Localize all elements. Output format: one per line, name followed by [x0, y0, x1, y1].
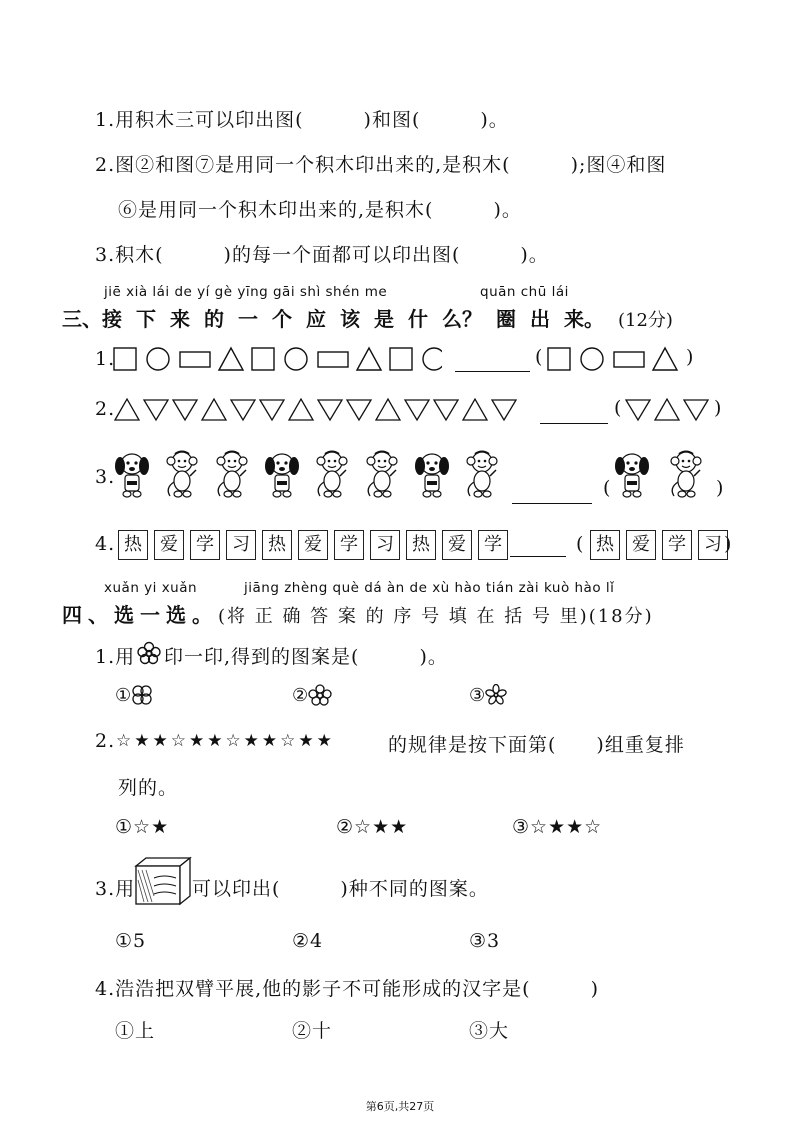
boxed-char: 爱: [626, 530, 656, 560]
title-char: 圈: [496, 307, 516, 331]
square-shape: [114, 348, 136, 370]
up-triangle-shape: [289, 399, 313, 420]
circle-shape: [581, 348, 603, 370]
boxed-char: 爱: [154, 530, 184, 560]
section4-q1-pre: 1.用: [95, 646, 136, 668]
monkey-icon: [671, 452, 701, 498]
down-triangle-shape: [684, 400, 708, 420]
down-triangle-shape: [260, 400, 284, 420]
boxed-char: 热: [590, 530, 620, 560]
boxed-char: 习: [226, 530, 256, 560]
answer-blank[interactable]: [540, 423, 608, 424]
section4-q1-option-1[interactable]: [115, 684, 153, 706]
section3-q3-num: 3.: [95, 466, 116, 488]
title-char: 该: [340, 307, 360, 331]
section4-title-row: [62, 599, 654, 628]
title-char: 出: [530, 307, 550, 331]
paren-close: ): [724, 533, 733, 555]
section3-pinyin-b: quān chū lái: [480, 284, 569, 300]
rect-shape: [318, 352, 348, 367]
section4-subtitle: (将 正 确 答 案 的 序 号 填 在 括 号 里)(18分): [218, 606, 654, 627]
rect-shape: [614, 352, 644, 367]
section4-title: 四、选一选。: [62, 603, 218, 627]
paren-close: ): [716, 477, 725, 499]
up-triangle-shape: [376, 399, 400, 420]
triangle-shape: [219, 348, 243, 370]
question-2-2a: 2.图②和图⑦是用同一个积木印出来的,是积木( );图④和图: [95, 154, 667, 176]
wooden-block-icon: [134, 856, 192, 906]
section4-q4-option-2[interactable]: ②十: [292, 1020, 333, 1042]
paren-close: ): [686, 346, 695, 368]
paren-open: (: [576, 533, 585, 555]
answer-blank[interactable]: [455, 371, 530, 372]
title-char: 是: [374, 307, 394, 331]
triangle-shape: [357, 348, 381, 370]
section3-q1-num: 1.: [95, 348, 116, 370]
square-shape: [252, 348, 274, 370]
section4-q2a: 的规律是按下面第( )组重复排: [388, 734, 685, 756]
dog-icon: [115, 454, 149, 497]
down-triangle-shape: [231, 400, 255, 420]
option-number: ②: [292, 684, 309, 706]
section4-q3-pre: 3.用: [95, 878, 136, 900]
title-char: 什: [408, 307, 428, 331]
circle-shape: [147, 348, 169, 370]
down-triangle-shape: [144, 400, 168, 420]
paren-open: (: [535, 346, 544, 368]
down-triangle-shape: [434, 400, 458, 420]
flower-stamp-icon: [136, 641, 162, 665]
paren-open: (: [603, 477, 612, 499]
section3-q2-num: 2.: [95, 398, 116, 420]
circle-shape: [423, 348, 442, 370]
boxed-char: 爱: [442, 530, 472, 560]
up-triangle-shape: [202, 399, 226, 420]
section4-q3-option-1[interactable]: ①5: [115, 930, 147, 952]
star-sequence: ☆★★☆★★☆★★☆★★: [116, 731, 335, 751]
monkey-icon: [217, 452, 247, 498]
section3-q3-sequence: [112, 448, 522, 506]
section3-pinyin-a: jiē xià lái de yí gè yīng gāi shì shén me: [104, 284, 388, 300]
flower-outline-icon: [308, 684, 332, 706]
paren-close: ): [714, 397, 723, 419]
up-triangle-shape: [655, 399, 679, 420]
title-char: 应: [306, 307, 326, 331]
boxed-char: 热: [406, 530, 436, 560]
down-triangle-shape: [173, 400, 197, 420]
up-triangle-shape: [463, 399, 487, 420]
section4-q2-num: 2.: [95, 730, 116, 752]
section3-q2-sequence: [114, 396, 534, 424]
section3-points: (12分): [618, 310, 673, 331]
boxed-char: 热: [262, 530, 292, 560]
dog-icon: [415, 454, 449, 497]
section4-pinyin-a: xuǎn yi xuǎn: [104, 580, 198, 596]
monkey-icon: [167, 452, 197, 498]
dog-icon: [615, 454, 649, 497]
boxed-char: 习: [370, 530, 400, 560]
monkey-icon: [367, 452, 397, 498]
section4-q4-option-1[interactable]: ①上: [115, 1020, 156, 1042]
petal-flower-icon: [485, 684, 507, 706]
boxed-char: 学: [662, 530, 692, 560]
section4-q1-post: 印一印,得到的图案是( )。: [164, 646, 448, 668]
section4-q2b: 列的。: [118, 777, 179, 799]
section3-q1-options[interactable]: [546, 344, 686, 374]
section4-pinyin-b: jiāng zhèng què dá àn de xù hào tián zài kuò hào lǐ: [244, 580, 615, 596]
section3-q3-options[interactable]: [612, 448, 720, 506]
title-char: 来。: [564, 307, 604, 331]
square-shape: [548, 348, 570, 370]
boxed-char: 学: [478, 530, 508, 560]
question-2-2b: ⑥是用同一个积木印出来的,是积木( )。: [118, 199, 522, 221]
section3-title: [62, 303, 673, 332]
section4-q2-option-3[interactable]: ③☆★★☆: [512, 816, 603, 838]
answer-blank[interactable]: [512, 503, 592, 504]
section4-q1-option-2[interactable]: [292, 684, 332, 706]
boxed-char: 习: [698, 530, 728, 560]
monkey-icon: [467, 452, 497, 498]
section3-q4-sequence: [118, 530, 514, 560]
title-char: 下: [136, 307, 156, 331]
circle-shape: [285, 348, 307, 370]
option-number: ③: [469, 684, 486, 706]
section3-q2-options[interactable]: [625, 396, 723, 424]
section4-q3-option-2[interactable]: ②4: [292, 930, 324, 952]
section4-q2-option-1[interactable]: ①☆★: [115, 816, 170, 838]
section4-q4-option-3[interactable]: ③大: [469, 1020, 510, 1042]
square-shape: [390, 348, 412, 370]
boxed-char: 学: [190, 530, 220, 560]
question-2-1: 1.用积木三可以印出图( )和图( )。: [95, 109, 509, 131]
section3-q4-num: 4.: [95, 533, 116, 555]
boxed-char: 热: [118, 530, 148, 560]
title-char: 一: [238, 307, 258, 331]
boxed-char: 学: [334, 530, 364, 560]
section3-q1-sequence: [112, 344, 442, 374]
boxed-char: 爱: [298, 530, 328, 560]
triangle-shape: [653, 348, 677, 370]
title-char: 个: [272, 307, 292, 331]
down-triangle-shape: [405, 400, 429, 420]
down-triangle-shape: [492, 400, 516, 420]
dog-icon: [265, 454, 299, 497]
section4-q2-option-2[interactable]: ②☆★★: [336, 816, 409, 838]
section4-q4: 4.浩浩把双臂平展,他的影子不可能形成的汉字是( ): [95, 978, 599, 1000]
title-char: 来: [170, 307, 190, 331]
four-circle-flower-icon: [131, 684, 153, 706]
paren-open: (: [614, 397, 623, 419]
title-char: 接: [102, 307, 122, 331]
section4-q1-option-3[interactable]: [469, 684, 507, 706]
monkey-icon: [317, 452, 347, 498]
page-footer: 第6页,共27页: [365, 1100, 435, 1113]
section3-title-prefix: 三、: [62, 307, 102, 331]
title-char: 的: [204, 307, 224, 331]
section4-q3-post: 可以印出( )种不同的图案。: [192, 878, 489, 900]
down-triangle-shape: [626, 400, 650, 420]
answer-blank[interactable]: [510, 556, 566, 557]
down-triangle-shape: [318, 400, 342, 420]
rect-shape: [180, 352, 210, 367]
down-triangle-shape: [347, 400, 371, 420]
question-2-3: 3.积木( )的每一个面都可以印出图( )。: [95, 244, 549, 266]
section3-title-chars: [102, 307, 618, 331]
section3-q4-options[interactable]: [590, 530, 734, 560]
title-char: 么？: [442, 307, 482, 331]
section4-q3-option-3[interactable]: ③3: [469, 930, 501, 952]
option-number: ①: [115, 684, 132, 706]
up-triangle-shape: [115, 399, 139, 420]
